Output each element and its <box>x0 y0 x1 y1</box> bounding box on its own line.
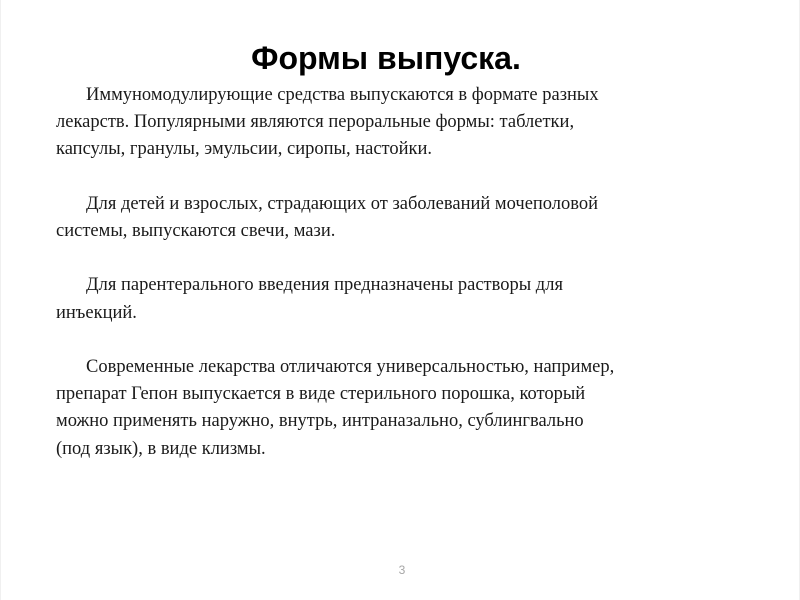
text-line: капсулы, гранулы, эмульсии, сиропы, настойки. <box>56 139 433 160</box>
page-number: 3 <box>398 563 406 577</box>
paragraph-injections <box>56 272 746 326</box>
text-line: Для детей и взрослых, страдающих от заболеваний мочеполовой <box>86 193 599 214</box>
text-line: Иммуномодулирующие средства выпускаются в формате разных <box>86 85 599 105</box>
paragraph-release-forms <box>56 82 746 164</box>
text-line: инъекций. <box>56 302 137 323</box>
text-line: Для парентерального введения предназначены растворы для <box>86 275 563 296</box>
paragraph-gepon <box>56 354 746 463</box>
text-line: лекарств. Популярными являются пероральные формы: таблетки, <box>56 112 575 133</box>
text-line: можно применять наружно, внутрь, интраназально, сублингвально <box>56 411 584 432</box>
text-line: системы, выпускаются свечи, мази. <box>56 221 336 241</box>
slide-body <box>56 82 746 490</box>
text-line: Современные лекарства отличаются универсальностью, например, <box>86 356 615 377</box>
text-line: (под язык), в виде клизмы. <box>56 438 266 459</box>
paragraph-suppositories <box>56 191 746 245</box>
slide-title: Формы выпуска. <box>251 40 521 76</box>
text-line: препарат Гепон выпускается в виде стерильного порошка, который <box>56 384 586 405</box>
